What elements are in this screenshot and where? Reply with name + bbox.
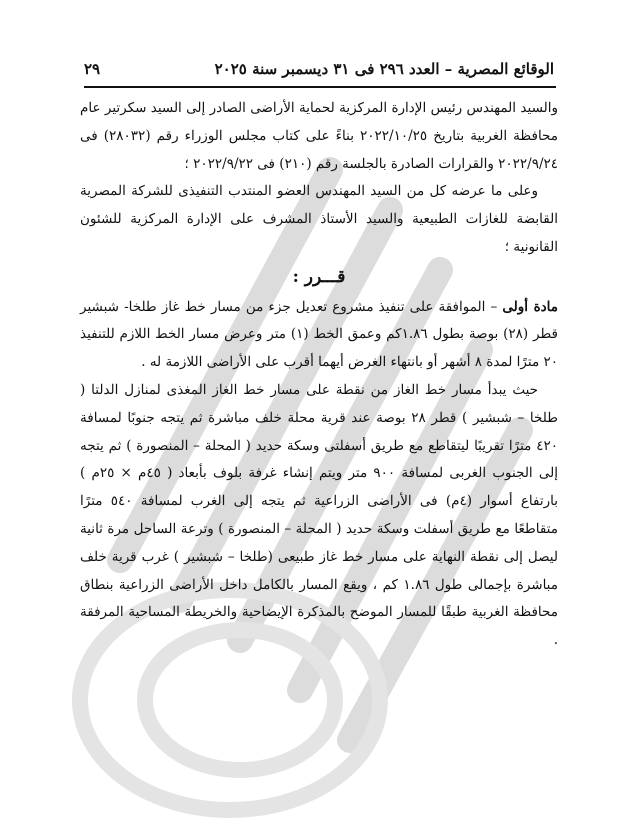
publication-title: الوقائع المصرية – العدد ٢٩٦ فى ٣١ ديسمبر سنة ٢٠٢٥ [214, 60, 554, 78]
article-1-label: مادة أولى [502, 298, 558, 315]
page-header [84, 56, 554, 82]
article-1 [80, 294, 558, 377]
page-number: ٢٩ [84, 60, 101, 78]
decision-title: قـــرر : [292, 266, 346, 287]
header-divider [84, 86, 556, 88]
article-1-text: – الموافقة على تنفيذ مشروع تعديل جزء من مسار خط غاز طلخا- شبشير قطر (٢٨) بوصة بطول ١.٨٦كم وعمق الخط (١) متر وعرض مسار الخط اللازم للتنفيذ ٢٠ مترًا لمدة ٨ أشهر أو بانتهاء الغرض أيهما أقرب على الأراضى اللازمة له . [80, 298, 558, 371]
paragraph-route-description: حيث يبدأ مسار خط الغاز من نقطة على مسار خط الغاز المغذى لمنازل الدلتا ( طلخا – شبشير ) قطر ٢٨ بوصة عند قرية محلة خلف مباشرة ثم يتجه جنوبًا لمسافة ٤٢٠ مترًا تقريبًا ليتقاطع مع طريق أسفلتى وسكة حديد ( المحلة – المنصورة ) ثم يتجه إلى الجنوب الغربى لمسافة ٩٠٠ متر ويتم إنشاء غرفة بلوف بأبعاد ( ٤٥م × ٢٥م ) بارتفاع أسوار (٤م) فى الأراضى الزراعية ثم يتجه إلى الغرب لمسافة ٥٤٠ مترًا متقاطعًا مع طريق أسفلت وسكة حديد ( المحلة – المنصورة ) وترعة الساحل مرة ثانية ليصل إلى نقطة النهاية على مسار خط غاز طبيعى (طلخا – شبشير ) غرب قرية خلف مباشرة بإجمالى طول ١.٨٦ كم ، ويقع المسار بالكامل داخل الأراضى الزراعية بنطاق محافظة الغربية طبقًا للمسار الموضح بالمذكرة الإيضاحية والخريطة المساحية المرفقة . [80, 381, 558, 649]
paragraph-preamble-1: والسيد المهندس رئيس الإدارة المركزية لحماية الأراضى الصادر إلى السيد سكرتير عام محافظة الغربية بتاريخ ٢٠٢٢/١٠/٢٥ بناءً على كتاب مجلس الوزراء رقم (٢٨٠٣٢) فى ٢٠٢٢/٩/٢٤ والقرارات الصادرة بالجلسة رقم (٢١٠) فى ٢٠٢٢/٩/٢٢ ؛ [80, 100, 559, 172]
paragraph-preamble-2: وعلى ما عرضه كل من السيد المهندس العضو المنتدب التنفيذى للشركة المصرية القابضة للغازات الطبيعية والسيد الأستاذ المشرف على الإدارة المركزية للشئون القانونية ؛ [80, 183, 558, 255]
document-body [80, 95, 558, 655]
